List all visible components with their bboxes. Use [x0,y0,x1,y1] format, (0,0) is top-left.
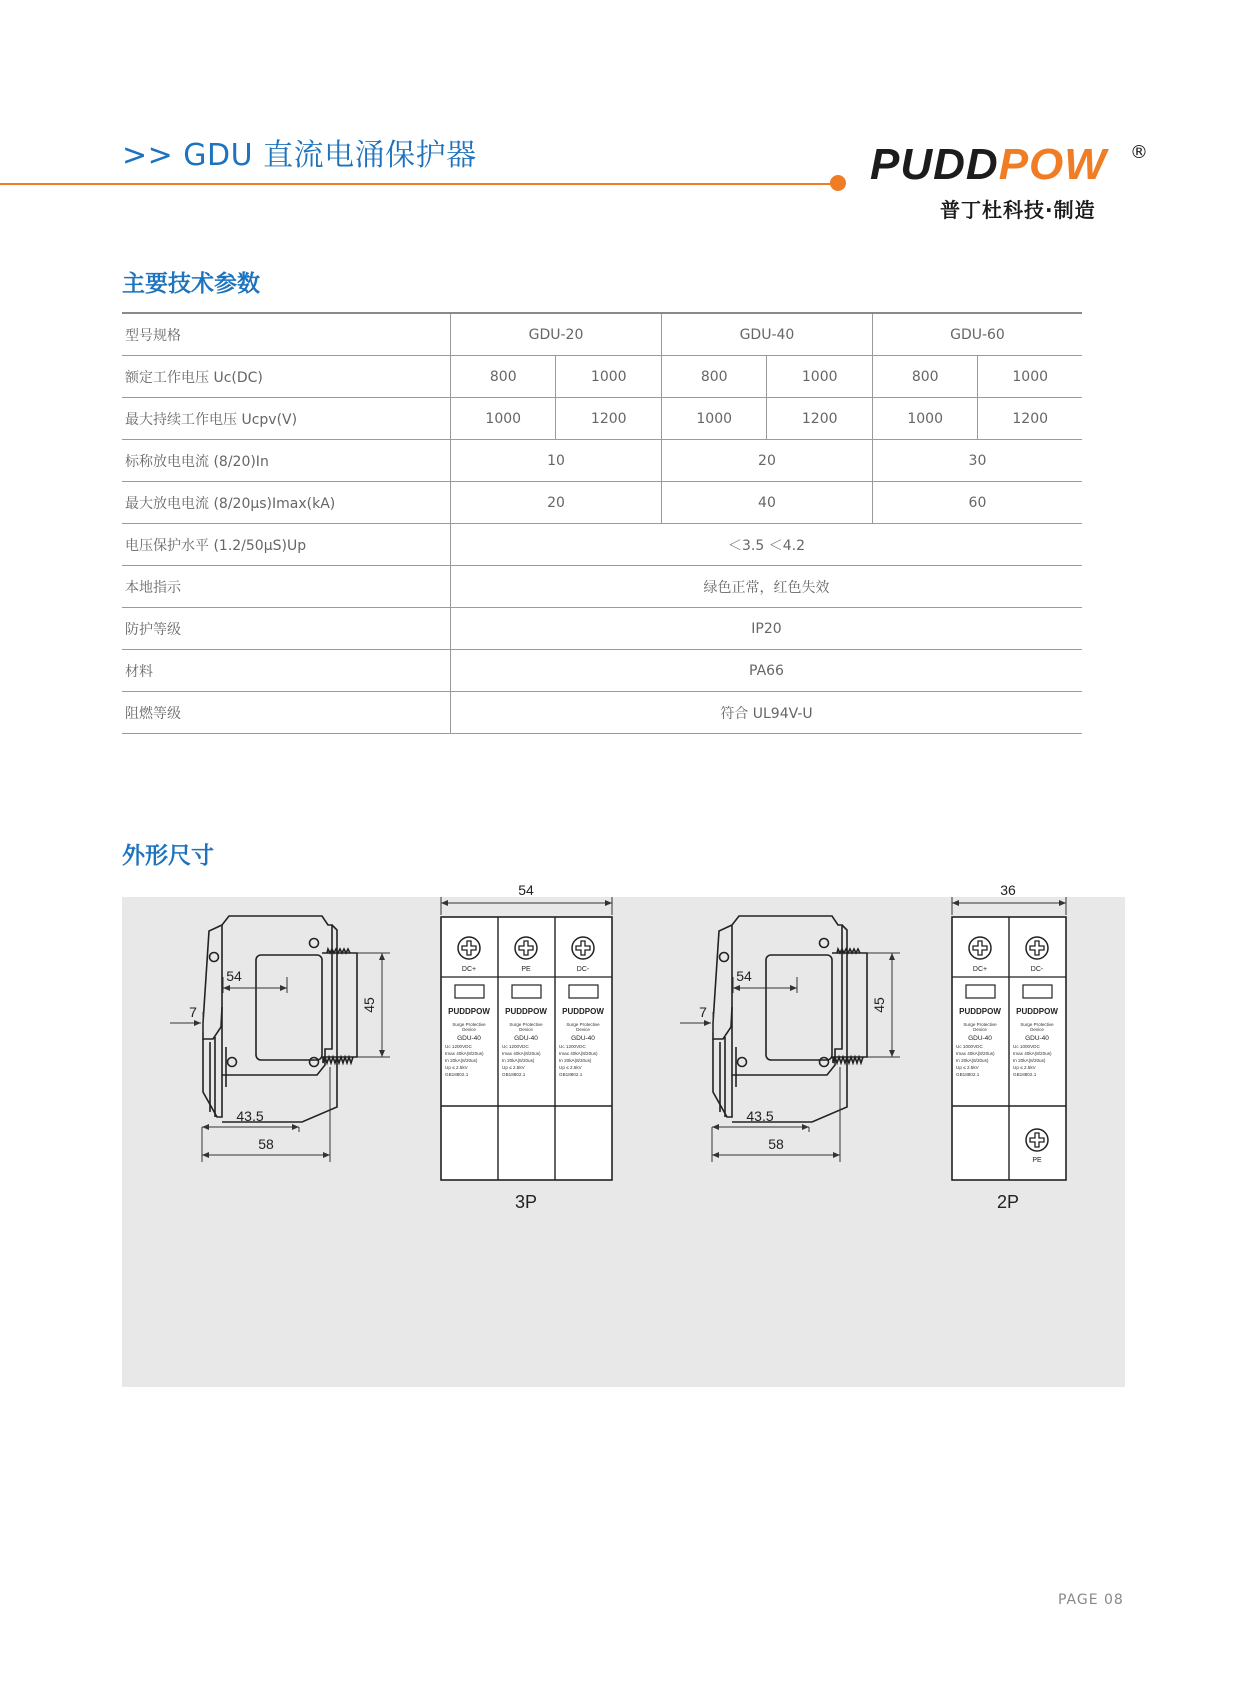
table-cell: 20 [661,440,872,482]
module-brand: PUDDPOW [1016,1007,1058,1016]
side-view-3p [170,916,390,1162]
table-cell: 800 [661,356,766,398]
terminal-label: PE [521,966,531,973]
module-desc: Device [576,1027,590,1032]
module-brand: PUDDPOW [562,1007,604,1016]
row-label: 标称放电电流 (8/20)In [122,440,451,482]
module-desc: Surge Protective [566,1022,600,1027]
status-window [512,985,541,998]
module-spec: Imax 40kA(8/20us) [956,1051,995,1056]
spec-table [122,312,1082,734]
status-window [966,985,995,998]
row-label: 电压保护水平 (1.2/50μS)Up [122,524,451,566]
module-spec: In 20kA(8/20us) [502,1058,535,1063]
module-spec: Imax 40kA(8/20us) [502,1051,541,1056]
table-row [122,650,1082,692]
table-cell: 1000 [451,398,556,440]
dim-offset-label: 7 [699,1004,707,1020]
front-view-3p [441,882,612,1212]
logo-part-2: POW [998,140,1107,189]
module-spec: GB18802.1 [559,1072,583,1077]
pe-screw-icon [1026,1129,1048,1151]
table-cell: 30 [872,440,1082,482]
logo-subtitle: 普丁杜科技·制造 [940,198,1096,222]
module-spec: Uc 1200VDC [502,1044,529,1049]
dimension-drawing-panel [122,882,1125,1387]
row-label: 防护等级 [122,608,451,650]
table-row [122,692,1082,734]
table-cell: 10 [451,440,662,482]
status-window [1023,985,1052,998]
module-brand: PUDDPOW [505,1007,547,1016]
dim-width-label: 54 [226,968,242,984]
module-spec: GB18802.1 [445,1072,469,1077]
module-spec: GB18802.1 [502,1072,526,1077]
terminal-screw-icon [515,937,537,959]
module-spec: In 20kA(8/20us) [1013,1058,1046,1063]
row-label: 型号规格 [122,313,451,356]
page-number: PAGE 08 [1058,1592,1124,1608]
table-cell: 1200 [978,398,1082,440]
module-spec: Up ≤ 2.5kV [559,1065,582,1070]
table-row [122,398,1082,440]
table-row [122,440,1082,482]
module-spec: In 20kA(8/20us) [559,1058,592,1063]
dim-front3p-width: 54 [518,882,534,898]
module-brand: PUDDPOW [448,1007,490,1016]
module-desc: Surge Protective [452,1022,486,1027]
dim-depth-total-label: 58 [258,1136,274,1152]
table-cell: ＜3.5 ＜4.2 [451,524,1083,566]
table-cell: 1200 [767,398,872,440]
table-cell: 1000 [978,356,1082,398]
table-cell: 1000 [661,398,766,440]
module-spec: Up ≤ 2.5kV [1013,1065,1036,1070]
dimension-drawing [122,882,1125,1387]
module-desc: Surge Protective [1020,1022,1054,1027]
terminal-screw-icon [1026,937,1048,959]
module-desc: Device [462,1027,476,1032]
table-cell: GDU-20 [451,313,662,356]
dims-section-title: 外形尺寸 [122,843,214,869]
module-desc: Device [519,1027,533,1032]
status-window [455,985,484,998]
table-cell: IP20 [451,608,1083,650]
terminal-label: DC- [576,966,590,973]
table-cell: 60 [872,482,1082,524]
terminal-label: DC+ [461,966,477,973]
terminal-screw-icon [458,937,480,959]
module-spec: Up ≤ 2.5kV [956,1065,979,1070]
logo-part-1: PUDD [870,140,999,189]
module-spec: Uc 1000VDC [1013,1044,1040,1049]
table-cell: GDU-40 [661,313,872,356]
table-row [122,356,1082,398]
row-label: 最大放电电流 (8/20μs)Imax(kA) [122,482,451,524]
module-spec: Up ≤ 2.5kV [502,1065,525,1070]
module-model: GDU-40 [968,1035,992,1042]
params-section-title: 主要技术参数 [122,271,260,297]
module-spec: Imax 40kA(8/20us) [559,1051,598,1056]
dim-depth-total-label: 58 [768,1136,784,1152]
module-spec: GB18802.1 [956,1072,980,1077]
front-view-2p [952,882,1066,1212]
dim-height-label: 45 [361,997,377,1013]
module-desc: Device [973,1027,987,1032]
table-row [122,608,1082,650]
status-window [569,985,598,998]
table-cell: GDU-60 [872,313,1082,356]
table-cell: 1000 [556,356,661,398]
row-label: 材料 [122,650,451,692]
label-2p: 2P [996,1192,1020,1212]
module-desc: Surge Protective [963,1022,997,1027]
side-view-2p [680,916,900,1162]
module-desc: Surge Protective [509,1022,543,1027]
module-spec: GB18802.1 [1013,1072,1037,1077]
module-spec: Imax 40kA(8/20us) [445,1051,484,1056]
row-label: 额定工作电压 Uc(DC) [122,356,451,398]
dim-width-label: 54 [736,968,752,984]
row-label: 最大持续工作电压 Ucpv(V) [122,398,451,440]
table-cell: 20 [451,482,662,524]
module-brand: PUDDPOW [959,1007,1001,1016]
terminal-label-pe: PE [1032,1157,1042,1164]
dim-height-label: 45 [871,997,887,1013]
table-cell: 800 [872,356,977,398]
dim-depth-inner-label: 43.5 [746,1108,774,1124]
table-cell: 符合 UL94V-U [451,692,1083,734]
module-desc: Device [1030,1027,1044,1032]
dim-front2p-width: 36 [1000,882,1016,898]
terminal-label: DC+ [972,966,988,973]
header-dot [830,175,846,191]
table-cell: 1000 [767,356,872,398]
header-divider [0,183,840,185]
table-cell: 1000 [872,398,977,440]
terminal-screw-icon [572,937,594,959]
table-cell: 40 [661,482,872,524]
page-title: >> GDU 直流电涌保护器 [122,138,477,173]
table-cell: 800 [451,356,556,398]
module-model: GDU-40 [1025,1035,1049,1042]
module-spec: In 20kA(8/20us) [445,1058,478,1063]
table-row [122,524,1082,566]
row-label: 本地指示 [122,566,451,608]
brand-logo [870,140,1107,190]
module-spec: Imax 40kA(8/20us) [1013,1051,1052,1056]
module-model: GDU-40 [571,1035,595,1042]
module-spec: Uc 1200VDC [445,1044,472,1049]
module-spec: Uc 1200VDC [559,1044,586,1049]
dim-depth-inner-label: 43.5 [236,1108,264,1124]
table-row [122,482,1082,524]
module-spec: Uc 1000VDC [956,1044,983,1049]
module-model: GDU-40 [457,1035,481,1042]
table-cell: 1200 [556,398,661,440]
dim-offset-label: 7 [189,1004,197,1020]
registered-mark: ® [1130,142,1148,163]
terminal-label: DC- [1030,966,1044,973]
module-spec: Up ≤ 2.5kV [445,1065,468,1070]
label-3p: 3P [514,1192,538,1212]
row-label: 阻燃等级 [122,692,451,734]
terminal-screw-icon [969,937,991,959]
module-model: GDU-40 [514,1035,538,1042]
table-cell: PA66 [451,650,1083,692]
module-spec: In 20kA(8/20us) [956,1058,989,1063]
table-row [122,566,1082,608]
table-cell: 绿色正常，红色失效 [451,566,1083,608]
table-row [122,313,1082,356]
